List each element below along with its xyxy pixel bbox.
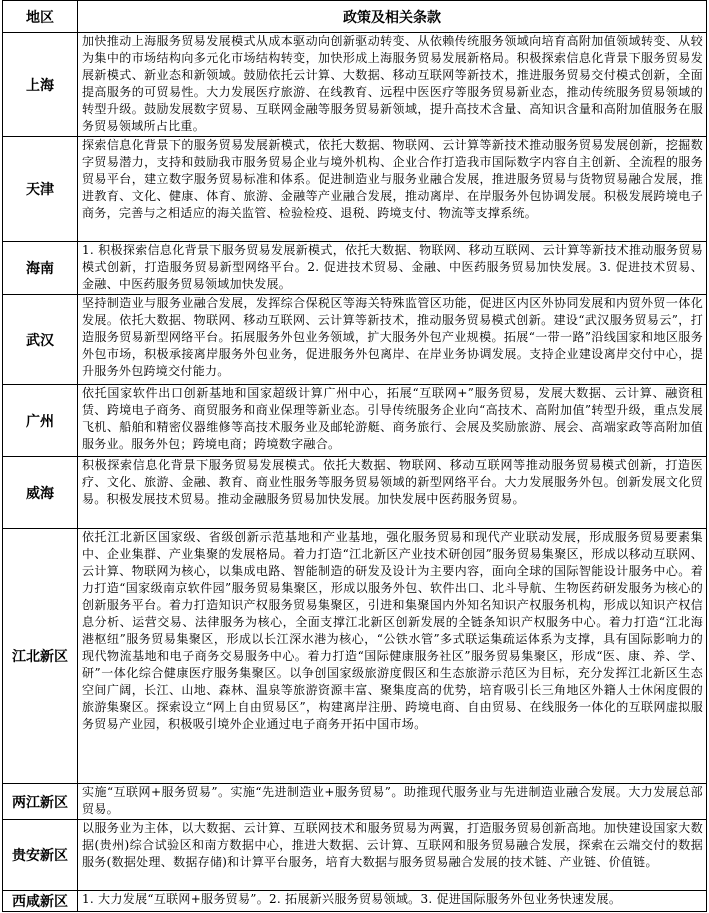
region-cell: 两江新区	[3, 784, 78, 820]
region-cell: 广州	[3, 385, 78, 457]
table-row	[3, 820, 707, 891]
region-cell: 上海	[3, 33, 78, 137]
region-cell: 天津	[3, 137, 78, 242]
region-cell: 武汉	[3, 295, 78, 385]
table-row	[3, 295, 707, 385]
table-row	[3, 529, 707, 784]
region-cell: 海南	[3, 242, 78, 295]
policy-cell: 坚持制造业与服务业融合发展，发挥综合保税区等海关特殊监管区功能，促进区内区外协同发展和内贸外贸一体化发展。依托大数据、物联网、移动互联网、云计算等新技术，推动服务贸易模式创新。建设“武汉服务贸易云”，打造服务贸易新型网络平台。拓展服务外包业务领域，扩大服务外包产业规模。拓展“一带一路”沿线国家和地区服务外包市场，积极承接离岸服务外包业务，促进服务外包离岸、在岸业务协调发展。支持企业建设离岸交付中心，提升服务外包跨境交付能力。	[78, 295, 707, 385]
table-row	[3, 33, 707, 137]
header-region: 地区	[3, 1, 78, 33]
policy-cell: 实施“互联网+服务贸易”。实施“先进制造业+服务贸易”。助推现代服务业与先进制造业融合发展。大力发展总部贸易。	[78, 784, 707, 820]
policy-cell: 加快推动上海服务贸易发展模式从成本驱动向创新驱动转变、从依赖传统服务领域向培育高附加值领域转变、从较为集中的市场结构向多元化市场结构转变，加快形成上海服务贸易发展新格局。积极探索信息化背景下服务贸易发展新模式、新业态和新领域。鼓励依托云计算、大数据、移动互联网等新技术，推进服务贸易交付模式创新，全面提高服务的可贸易性。大力发展医疗旅游、在线教育、远程中医医疗等服务贸易新业态，推动传统服务贸易领域的转型升级。鼓励发展数字贸易、互联网金融等服务贸易新领域，提升高技术含量、高知识含量和高附加值服务在服务贸易领域所占比重。	[78, 33, 707, 137]
header-policy: 政策及相关条款	[78, 1, 707, 33]
policy-table	[2, 0, 707, 912]
table-row	[3, 137, 707, 242]
policy-cell: 以服务业为主体，以大数据、云计算、互联网技术和服务贸易为两翼，打造服务贸易创新高地。加快建设国家大数据(贵州)综合试验区和南方数据中心，推进大数据、云计算、互联网和服务贸易融合发展，探索在云端交付的数据服务(数据处理、数据存储)和计算平台服务，培育大数据与服务贸易融合发展的技术链、产业链、价值链。	[78, 820, 707, 891]
region-cell: 江北新区	[3, 529, 78, 784]
policy-cell: 探索信息化背景下的服务贸易发展新模式，依托大数据、物联网、云计算等新技术推动服务贸易发展创新，挖掘数字贸易潜力，支持和鼓励我市服务贸易企业与境外机构、企业合作打造我市国际数字内容自主创新、全流程的服务贸易平台，建立数字服务贸易标准和体系。促进制造业与服务业融合发展，推进服务贸易与货物贸易融合发展，推进教育、文化、健康、体育、旅游、金融等产业融合发展，推动离岸、在岸服务外包协调发展。积极发展跨境电子商务，完善与之相适应的海关监管、检验检疫、退税、跨境支付、物流等支撑系统。	[78, 137, 707, 242]
region-cell: 贵安新区	[3, 820, 78, 891]
policy-cell: 积极探索信息化背景下服务贸易发展模式。依托大数据、物联网、移动互联网等推动服务贸易模式创新，打造医疗、文化、旅游、金融、教育、商业性服务等服务贸易领域的新型网络平台。大力发展服务外包。创新发展文化贸易。积极发展技术贸易。推动金融服务贸易加快发展。加快发展中医药服务贸易。	[78, 457, 707, 529]
region-cell: 威海	[3, 457, 78, 529]
region-cell: 西咸新区	[3, 891, 78, 912]
table-row	[3, 891, 707, 912]
table-row	[3, 784, 707, 820]
policy-cell: 1. 积极探索信息化背景下服务贸易发展新模式，依托大数据、物联网、移动互联网、云计算等新技术推动服务贸易模式创新，打造服务贸易新型网络平台。2. 促进技术贸易、金融、中医药服务贸易加快发展。3. 促进技术贸易、金融、中医药服务贸易领域加快发展。	[78, 242, 707, 295]
header-row	[3, 1, 707, 33]
table-row	[3, 385, 707, 457]
policy-cell: 依托国家软件出口创新基地和国家超级计算广州中心，拓展“互联网+”服务贸易，发展大数据、云计算、融资租赁、跨境电子商务、商贸服务和商业保理等新业态。引导传统服务企业向“高技术、高附加值”转型升级，重点发展飞机、船舶和精密仪器维修等高技术服务业及邮轮游艇、商务旅行、会展及奖励旅游、展会、高端家政等高附加值服务业。服务外包；跨境电商；跨境数字融合。	[78, 385, 707, 457]
table-row	[3, 457, 707, 529]
policy-cell: 依托江北新区国家级、省级创新示范基地和产业基地，强化服务贸易和现代产业联动发展，形成服务贸易要素集中、企业集群、产业集聚的发展格局。着力打造“江北新区产业技术研创园”服务贸易集聚区，形成以移动互联网、云计算、物联网为核心，以集成电路、智能制造的研发及设计为主要内容，面向全球的国际智能设计服务中心。着力打造“国家级南京软件园”服务贸易集聚区，形成以服务外包、软件出口、北斗导航、生物医药研发服务为核心的创新服务平台。着力打造知识产权服务贸易集聚区，引进和集聚国内外知名知识产权服务机构，形成以知识产权信息分析、运营交易、法律服务为核心，全面支撑江北新区创新发展的全链条知识产权服务中心。着力打造“江北海港枢纽”服务贸易集聚区，形成以长江深水港为核心，“公铁水管”多式联运集疏运体系为支撑，具有国际影响力的现代物流基地和电子商务交易服务中心。着力打造“国际健康服务社区”服务贸易集聚区，形成“医、康、养、学、研”一体化综合健康医疗服务集聚区。以争创国家级旅游度假区和生态旅游示范区为目标，充分发挥江北新区生态空间广阔，长江、山地、森林、温泉等旅游资源丰富、聚集度高的优势，培育吸引长三角地区外籍人士休闲度假的旅游集聚区。探索设立“网上自由贸易区”，构建离岸注册、跨境电商、自由贸易、在线服务一体化的互联网虚拟服务贸易产业园，积极吸引境外企业通过电子商务开拓中国市场。	[78, 529, 707, 784]
policy-cell: 1. 大力发展“互联网+服务贸易”。2. 拓展新兴服务贸易领域。3. 促进国际服务外包业务快速发展。	[78, 891, 707, 912]
table-row	[3, 242, 707, 295]
